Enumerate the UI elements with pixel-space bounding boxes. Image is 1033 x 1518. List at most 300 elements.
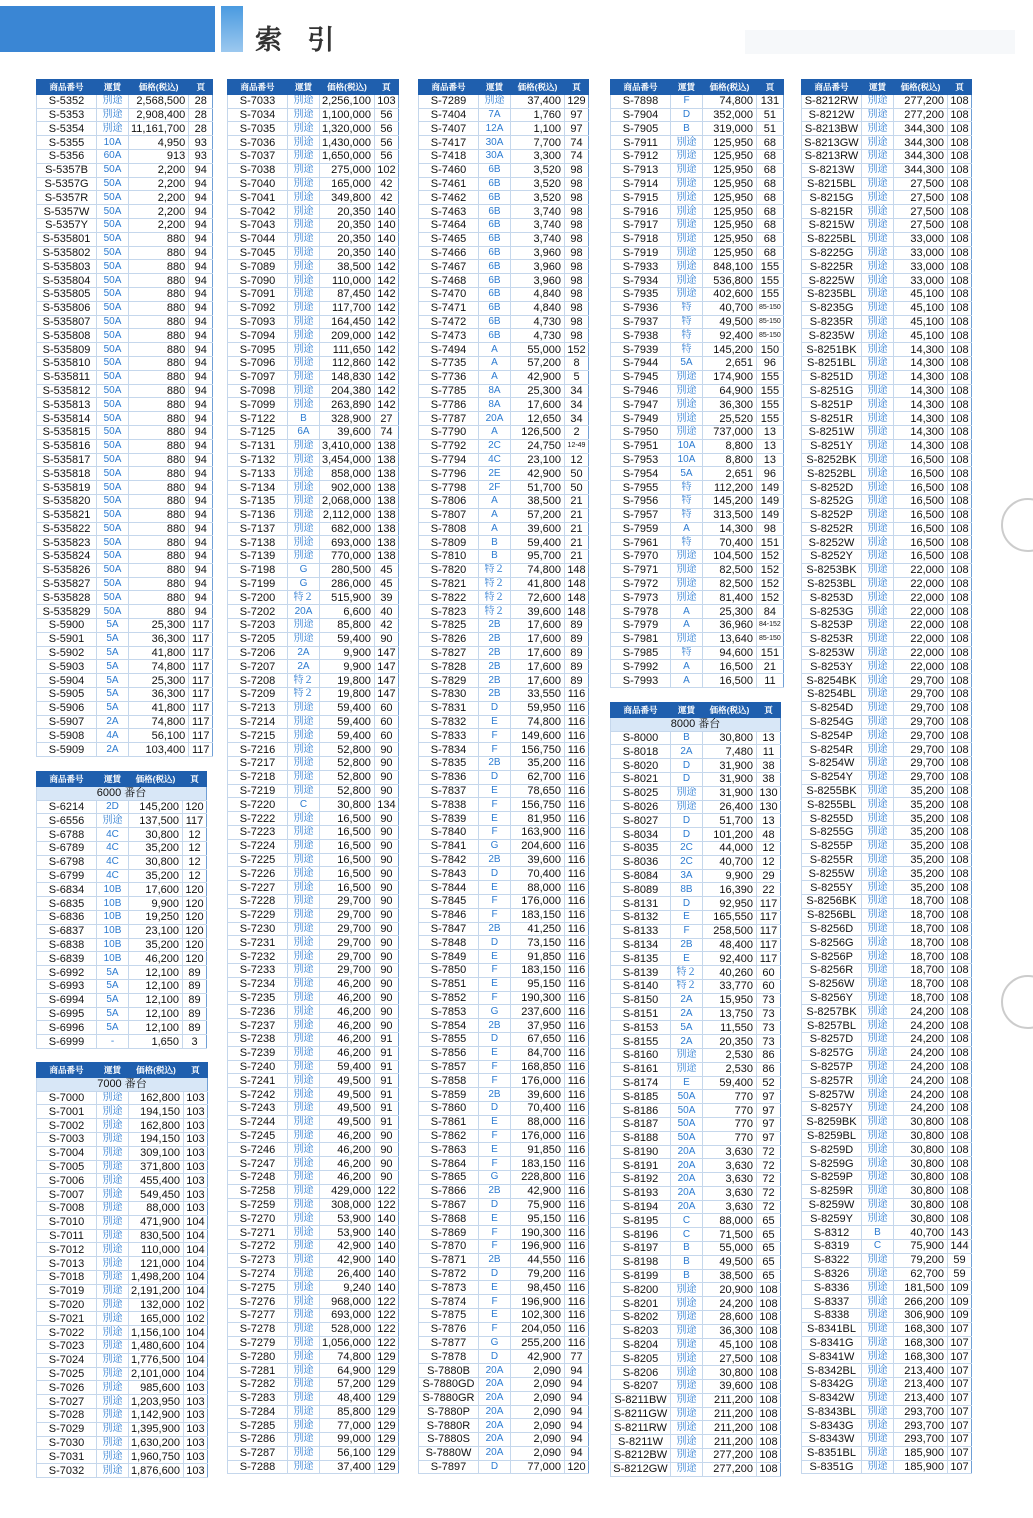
price: 2,530	[703, 1048, 757, 1062]
product-code: S-7855	[419, 1032, 479, 1046]
price: 52,800	[320, 770, 375, 784]
table-row	[228, 1350, 399, 1364]
price: 36,300	[703, 1324, 757, 1338]
shipping: 別途	[862, 881, 894, 895]
table-row	[611, 425, 784, 439]
price: 174,900	[703, 370, 757, 384]
table-row	[802, 1350, 972, 1364]
price: 18,700	[894, 908, 948, 922]
price: 2,068,000	[320, 494, 375, 508]
table-row	[802, 356, 972, 370]
product-code: S-535827	[37, 577, 97, 591]
table-row	[611, 1393, 781, 1407]
table-row	[802, 632, 972, 646]
table-row	[37, 218, 213, 232]
price: 29,700	[894, 688, 948, 702]
page-ref: 108	[757, 1297, 781, 1311]
table-row	[37, 1201, 208, 1215]
price: 16,500	[320, 881, 375, 895]
product-code: S-7018	[37, 1270, 97, 1284]
shipping: B	[862, 1226, 894, 1240]
product-code: S-7270	[228, 1212, 288, 1226]
page-ref: 129	[374, 1419, 398, 1433]
price: 30,800	[129, 855, 183, 869]
price: 41,250	[511, 922, 565, 936]
price: 70,400	[511, 867, 565, 881]
price: 25,300	[129, 674, 189, 688]
page-ref: 151	[757, 646, 784, 660]
table-row	[802, 1101, 972, 1115]
price: 880	[129, 481, 189, 495]
product-code: S-7202	[228, 605, 288, 619]
shipping: 別途	[97, 1091, 129, 1105]
product-code: S-7785	[419, 384, 479, 398]
table-row	[802, 577, 972, 591]
page-ref: 117	[189, 688, 213, 702]
header-ship: 運賃	[671, 80, 703, 95]
page-ref: 94	[189, 605, 213, 619]
page-ref: 116	[565, 688, 589, 702]
page-ref: 94	[565, 1433, 589, 1447]
price: 91,850	[511, 950, 565, 964]
price: 45,100	[894, 329, 948, 343]
product-code: S-5355	[37, 136, 97, 150]
page-ref: 108	[948, 798, 972, 812]
shipping: 別途	[671, 1311, 703, 1325]
table-row	[419, 563, 589, 577]
price: 549,450	[129, 1188, 184, 1202]
product-code: S-8084	[611, 869, 671, 883]
price: 156,750	[511, 743, 565, 757]
product-code: S-7272	[228, 1239, 288, 1253]
table-row	[228, 729, 399, 743]
price: 17,600	[129, 883, 183, 897]
product-code: S-8161	[611, 1062, 671, 1076]
page-ref: 94	[189, 508, 213, 522]
table-row	[611, 94, 784, 108]
table-row	[419, 605, 589, 619]
shipping: 別途	[671, 1048, 703, 1062]
page-ref: 68	[757, 205, 784, 219]
table-row	[228, 246, 399, 260]
product-code: S-8235BL	[802, 287, 862, 301]
table-row	[228, 136, 399, 150]
shipping: E	[479, 812, 511, 826]
table-row	[419, 1157, 589, 1171]
shipping: E	[479, 1143, 511, 1157]
product-code: S-7139	[228, 550, 288, 564]
table-row	[37, 1408, 208, 1422]
price: 24,200	[894, 1060, 948, 1074]
price: 49,500	[320, 1115, 375, 1129]
page-ref: 108	[948, 550, 972, 564]
price: 306,900	[894, 1308, 948, 1322]
price: 145,200	[703, 343, 757, 357]
shipping: 別途	[671, 1435, 703, 1449]
table-row	[611, 439, 784, 453]
price: 22,000	[894, 563, 948, 577]
shipping: 別途	[671, 591, 703, 605]
price: 2,090	[511, 1405, 565, 1419]
table-row	[419, 218, 589, 232]
product-code: S-7239	[228, 1046, 288, 1060]
page-ref: 94	[189, 439, 213, 453]
page-ref: 91	[374, 1101, 398, 1115]
price: 31,900	[703, 786, 757, 800]
table-row	[228, 1281, 399, 1295]
table-row	[37, 94, 213, 108]
shipping: 別途	[862, 798, 894, 812]
price: 33,770	[703, 979, 757, 993]
price: 1,156,100	[129, 1326, 184, 1340]
shipping: D	[671, 897, 703, 911]
table-row	[802, 688, 972, 702]
shipping: 別途	[288, 467, 320, 481]
product-code: S-7227	[228, 881, 288, 895]
price: 29,700	[320, 922, 375, 936]
page-ref: 117	[189, 660, 213, 674]
page-ref: 142	[374, 315, 398, 329]
shipping: 別途	[862, 591, 894, 605]
product-code: S-7864	[419, 1157, 479, 1171]
price: 16,500	[320, 853, 375, 867]
price: 14,300	[894, 343, 948, 357]
product-code: S-7238	[228, 1032, 288, 1046]
table-row	[611, 897, 781, 911]
shipping: G	[479, 1170, 511, 1184]
price: 176,000	[511, 1074, 565, 1088]
header-ship: 運賃	[288, 80, 320, 95]
product-code: S-7880B	[419, 1364, 479, 1378]
shipping: 別途	[862, 329, 894, 343]
table-row	[802, 481, 972, 495]
page-ref: 116	[565, 1074, 589, 1088]
price: 88,000	[511, 1115, 565, 1129]
page-ref: 108	[948, 619, 972, 633]
shipping: 別途	[288, 1253, 320, 1267]
shipping: E	[479, 1281, 511, 1295]
product-code: S-535815	[37, 425, 97, 439]
page-ref: 116	[565, 1143, 589, 1157]
table-row	[37, 1160, 208, 1174]
shipping: 別途	[288, 1377, 320, 1391]
shipping: 別途	[288, 1308, 320, 1322]
shipping: A	[671, 660, 703, 674]
page-ref: 13	[757, 814, 781, 828]
product-code: S-7247	[228, 1157, 288, 1171]
shipping: 別途	[288, 1350, 320, 1364]
page-ref: 68	[757, 136, 784, 150]
price: 2,651	[703, 467, 757, 481]
header-ship: 運賃	[97, 80, 129, 95]
page-ref: 152	[757, 563, 784, 577]
table-row	[228, 1019, 399, 1033]
price: 163,900	[511, 826, 565, 840]
price: 22,000	[894, 605, 948, 619]
page-ref: 107	[948, 1377, 972, 1391]
price: 30,800	[129, 828, 183, 842]
product-code: S-7281	[228, 1364, 288, 1378]
page-ref: 138	[374, 536, 398, 550]
price: 29,700	[894, 729, 948, 743]
product-code: S-7097	[228, 370, 288, 384]
page-ref: 90	[374, 1143, 398, 1157]
shipping: B	[671, 731, 703, 745]
page-ref: 34	[565, 384, 589, 398]
product-code: S-7836	[419, 770, 479, 784]
shipping: 別途	[288, 550, 320, 564]
table-row	[419, 315, 589, 329]
page-ref: 108	[948, 922, 972, 936]
product-code: S-7993	[611, 674, 671, 688]
table-row	[802, 812, 972, 826]
shipping: 別途	[288, 701, 320, 715]
page-ref: 108	[948, 991, 972, 1005]
product-code: S-7028	[37, 1408, 97, 1422]
shipping: 別途	[97, 1215, 129, 1229]
page-ref: 108	[948, 839, 972, 853]
table-row	[37, 370, 213, 384]
price: 125,950	[703, 177, 757, 191]
page-ref: 155	[757, 260, 784, 274]
table-row	[419, 701, 589, 715]
shipping: 別途	[671, 632, 703, 646]
header-ship: 運賃	[479, 80, 511, 95]
product-code: S-7021	[37, 1312, 97, 1326]
price: 82,500	[703, 577, 757, 591]
table-row	[611, 1297, 781, 1311]
product-code: S-7809	[419, 536, 479, 550]
product-code: S-8256D	[802, 922, 862, 936]
shipping: E	[671, 952, 703, 966]
table-row	[37, 287, 213, 301]
table-row	[419, 895, 589, 909]
price: 3,300	[511, 149, 565, 163]
product-code: S-7216	[228, 743, 288, 757]
page-ref: 138	[374, 508, 398, 522]
table-row	[802, 839, 972, 853]
table-row	[37, 1188, 208, 1202]
price: 46,200	[320, 1046, 375, 1060]
price: 168,300	[894, 1350, 948, 1364]
price: 35,200	[129, 938, 183, 952]
shipping: 20A	[479, 1377, 511, 1391]
price: 70,400	[703, 536, 757, 550]
price: 39,600	[511, 522, 565, 536]
shipping: F	[479, 1322, 511, 1336]
shipping: D	[671, 108, 703, 122]
page-ref: 108	[948, 757, 972, 771]
page-ref: 108	[948, 191, 972, 205]
price: 204,050	[511, 1322, 565, 1336]
table-row	[228, 1129, 399, 1143]
table-row	[419, 991, 589, 1005]
product-code: S-7820	[419, 563, 479, 577]
table-row	[37, 205, 213, 219]
product-code: S-6788	[37, 828, 97, 842]
shipping: 別途	[97, 1160, 129, 1174]
shipping: 2B	[479, 922, 511, 936]
table-row	[228, 1405, 399, 1419]
shipping: 2A	[288, 660, 320, 674]
price: 40,260	[703, 966, 757, 980]
table-row	[802, 757, 972, 771]
shipping: 別途	[288, 1239, 320, 1253]
shipping: 別途	[288, 1336, 320, 1350]
product-code: S-6837	[37, 924, 97, 938]
shipping: 6B	[479, 177, 511, 191]
page-ref: 116	[565, 1060, 589, 1074]
price: 95,150	[511, 977, 565, 991]
price: 25,300	[703, 605, 757, 619]
product-code: S-7278	[228, 1322, 288, 1336]
shipping: 別途	[862, 177, 894, 191]
price: 24,200	[894, 1088, 948, 1102]
product-code: S-7842	[419, 853, 479, 867]
product-code: S-8186	[611, 1104, 671, 1118]
table-row	[228, 922, 399, 936]
price: 880	[129, 384, 189, 398]
page-ref: 97	[757, 1104, 781, 1118]
page-ref: 108	[948, 908, 972, 922]
shipping: 50A	[671, 1131, 703, 1145]
price: 18,700	[894, 922, 948, 936]
shipping: 2B	[479, 1184, 511, 1198]
page-ref: 129	[374, 1433, 398, 1447]
shipping: 5A	[97, 966, 129, 980]
table-row	[802, 1157, 972, 1171]
page-ref: 108	[948, 287, 972, 301]
page-ref: 120	[183, 924, 207, 938]
product-code: S-7093	[228, 315, 288, 329]
page-ref: 116	[565, 853, 589, 867]
shipping: 別途	[97, 1174, 129, 1188]
shipping: 別途	[288, 757, 320, 771]
page-ref: 103	[183, 1408, 207, 1422]
price: 18,700	[894, 936, 948, 950]
price: 81,400	[703, 591, 757, 605]
product-code: S-535810	[37, 356, 97, 370]
table-row	[419, 536, 589, 550]
shipping: 2B	[479, 632, 511, 646]
price: 880	[129, 508, 189, 522]
price: 17,600	[511, 632, 565, 646]
page-ref: 155	[757, 412, 784, 426]
price: 39,600	[511, 1088, 565, 1102]
product-code: S-535820	[37, 494, 97, 508]
price: 277,200	[894, 108, 948, 122]
shipping: 別途	[862, 425, 894, 439]
price: 26,400	[703, 800, 757, 814]
product-code: S-535821	[37, 508, 97, 522]
product-code: S-7467	[419, 260, 479, 274]
header-code: 商品番号	[611, 80, 671, 95]
product-code: S-7846	[419, 908, 479, 922]
shipping: 50A	[97, 301, 129, 315]
shipping: 別途	[288, 522, 320, 536]
price: 196,900	[511, 1239, 565, 1253]
shipping: 別途	[97, 1201, 129, 1215]
product-code: S-7038	[228, 163, 288, 177]
table-row	[802, 1322, 972, 1336]
table-row	[228, 191, 399, 205]
product-code: S-7024	[37, 1353, 97, 1367]
page-ref: 108	[948, 1060, 972, 1074]
price: 8,800	[703, 453, 757, 467]
price: 49,500	[320, 1101, 375, 1115]
table-row	[37, 828, 207, 842]
price: 24,200	[894, 1101, 948, 1115]
shipping: 4C	[479, 453, 511, 467]
price: 194,150	[129, 1132, 184, 1146]
product-code: S-7205	[228, 632, 288, 646]
price: 165,000	[129, 1312, 184, 1326]
shipping: 別途	[862, 922, 894, 936]
table-row	[419, 798, 589, 812]
product-code: S-535803	[37, 260, 97, 274]
table-row	[802, 591, 972, 605]
product-code: S-7275	[228, 1281, 288, 1295]
price: 88,000	[129, 1201, 184, 1215]
shipping: 50A	[97, 605, 129, 619]
price: 35,200	[894, 881, 948, 895]
shipping: 別途	[862, 370, 894, 384]
price: 880	[129, 563, 189, 577]
table-row	[611, 1269, 781, 1283]
page-ref: 108	[757, 1407, 781, 1421]
shipping: 別途	[862, 853, 894, 867]
product-code: S-7283	[228, 1391, 288, 1405]
header-code: 商品番号	[37, 772, 97, 787]
table-row	[228, 770, 399, 784]
table-row	[228, 108, 399, 122]
product-code: S-7992	[611, 660, 671, 674]
page-ref: 129	[374, 1377, 398, 1391]
shipping: 別途	[862, 481, 894, 495]
price: 204,380	[320, 384, 375, 398]
page-ref: 38	[757, 772, 781, 786]
page-ref: 103	[183, 1174, 207, 1188]
shipping: 20A	[479, 1405, 511, 1419]
shipping: 特２	[479, 577, 511, 591]
page-ref: 120	[183, 952, 207, 966]
price: 9,900	[320, 646, 375, 660]
page-ref: 120	[565, 1460, 589, 1474]
shipping: D	[479, 1198, 511, 1212]
price: 4,840	[511, 287, 565, 301]
price: 45,100	[894, 301, 948, 315]
page-ref: 72	[757, 1200, 781, 1214]
table-row	[611, 1035, 781, 1049]
shipping: 別途	[862, 839, 894, 853]
shipping: 別途	[862, 688, 894, 702]
product-code: S-6836	[37, 910, 97, 924]
shipping: 5A	[97, 646, 129, 660]
product-code: S-535801	[37, 232, 97, 246]
page-ref: 104	[183, 1215, 207, 1229]
shipping: 別途	[288, 1157, 320, 1171]
product-code: S-8255BK	[802, 784, 862, 798]
price: 35,200	[894, 826, 948, 840]
page-ref: 12	[565, 453, 589, 467]
product-code: S-6789	[37, 841, 97, 855]
table-row	[419, 1364, 589, 1378]
table-row	[802, 1460, 972, 1474]
shipping: F	[479, 895, 511, 909]
table-row	[37, 1312, 208, 1326]
page-ref: 56	[374, 122, 398, 136]
shipping: 別途	[288, 1088, 320, 1102]
